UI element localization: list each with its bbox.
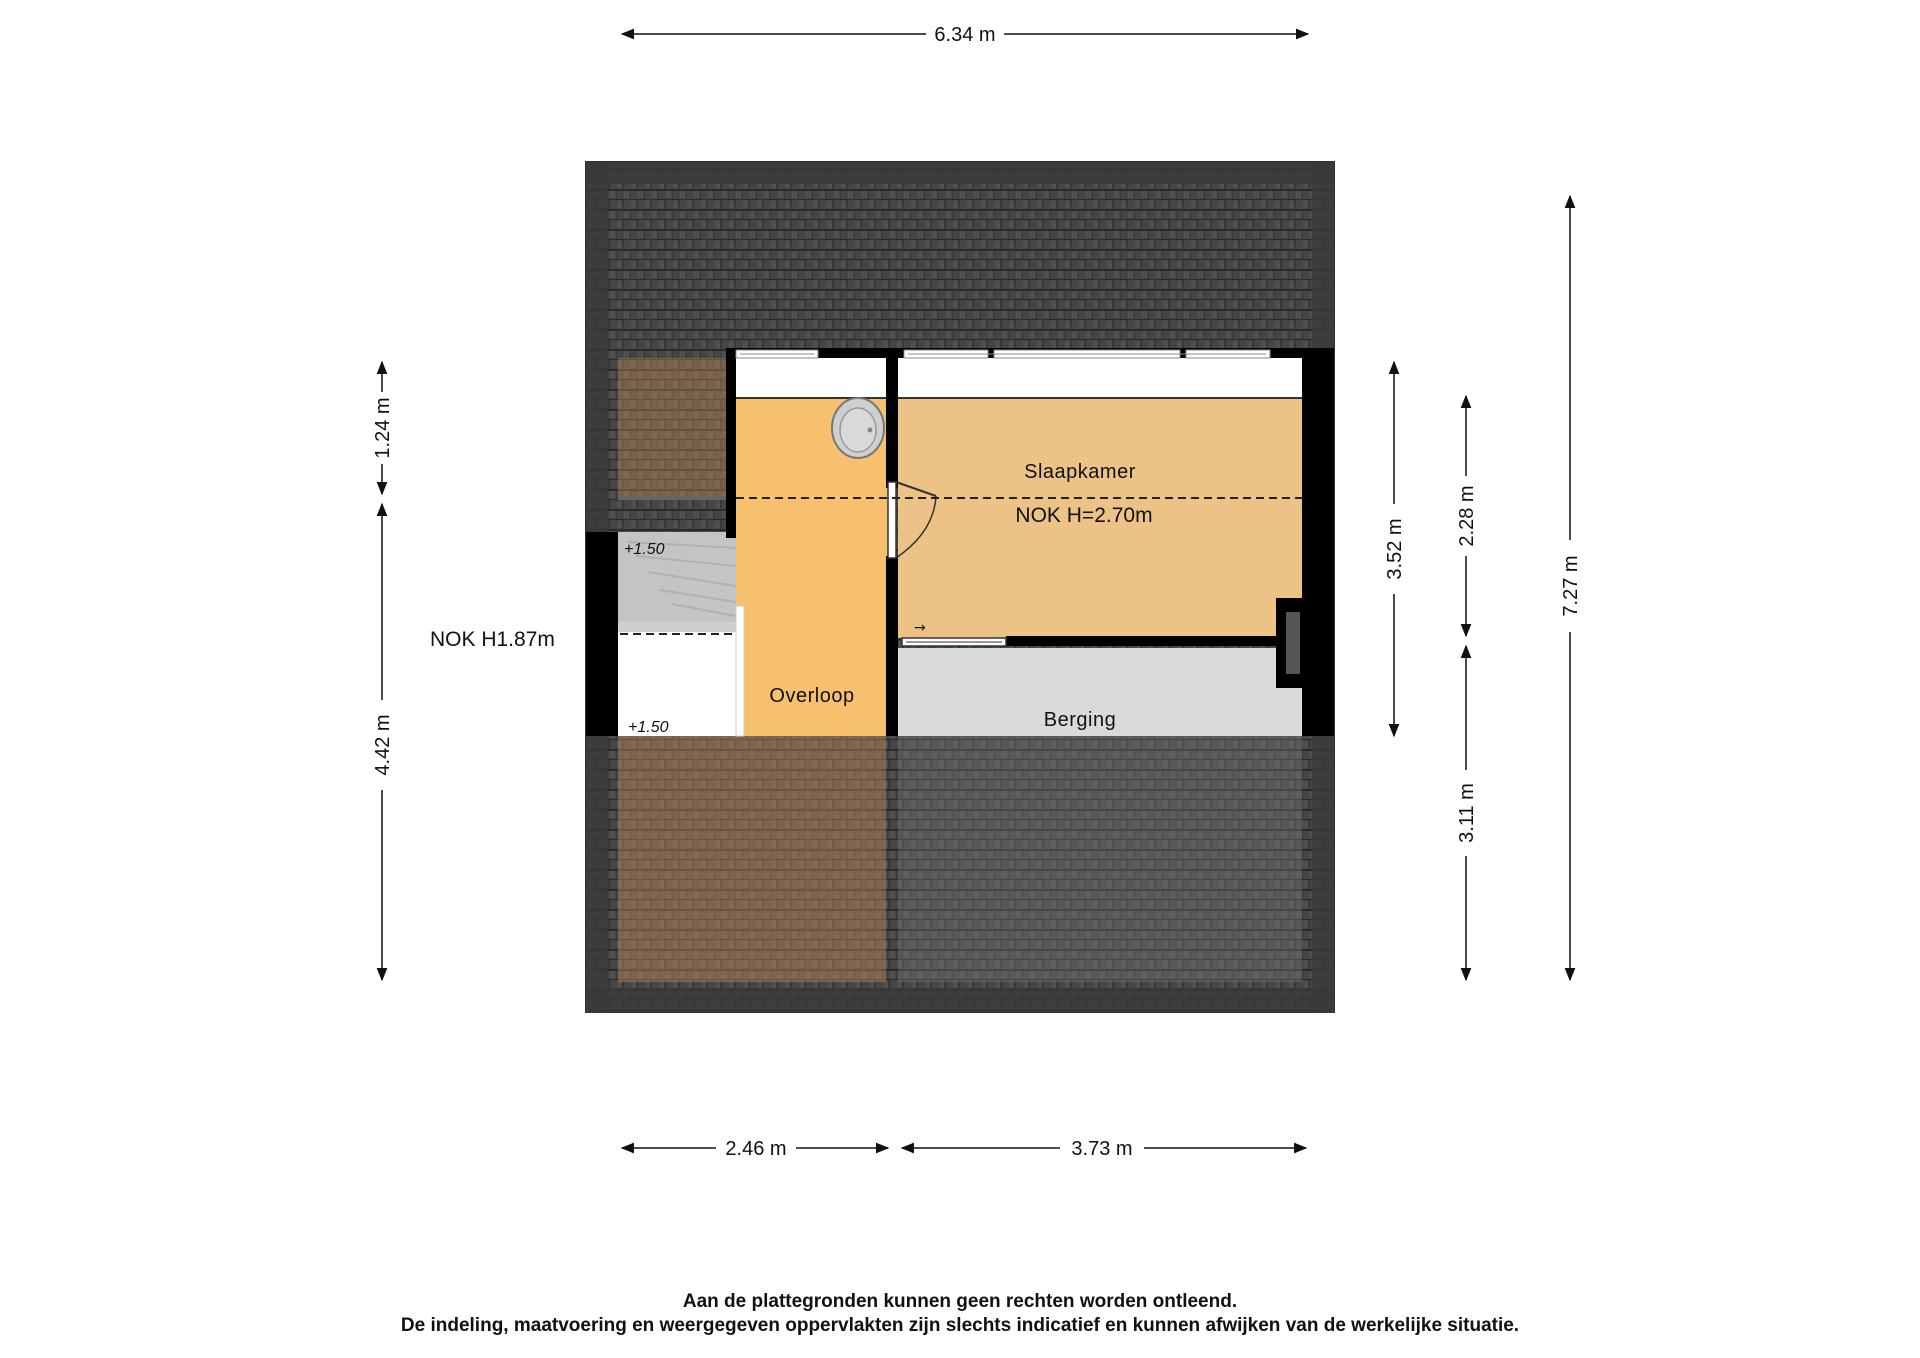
disclaimer-line-1: Aan de plattegronden kunnen geen rechten worden ontleend. (682, 1291, 1238, 1312)
room-label-overloop: Overloop (769, 685, 855, 707)
door-slide-arrow: → (914, 620, 926, 636)
roof-overlay-right-bottom (898, 736, 1302, 982)
dim-right-total (1560, 196, 1582, 980)
disclaimer (0, 1290, 1920, 1338)
berging-door (902, 638, 1006, 646)
svg-text:2.46 m: 2.46 m (725, 1138, 787, 1160)
dim-right-a (1384, 362, 1406, 736)
dim-right-b-upper (1456, 396, 1478, 636)
svg-text:6.34 m: 6.34 m (934, 24, 996, 46)
room-label-slaapkamer: Slaapkamer (1024, 461, 1136, 483)
room-label-berging: Berging (1043, 709, 1117, 731)
roof-overlay-left-bottom (618, 736, 886, 982)
dim-top-width (622, 24, 1308, 46)
stair-level-lower: +1.50 (628, 719, 669, 736)
dim-bottom-right (902, 1138, 1306, 1160)
nok-label-slaapkamer: NOK H=2.70m (1015, 504, 1153, 527)
dim-right-b-lower (1456, 646, 1478, 980)
roof-overlay-left-top (618, 358, 726, 496)
svg-text:4.42 m: 4.42 m (372, 714, 394, 776)
windows (736, 350, 1270, 358)
svg-text:1.24 m: 1.24 m (372, 397, 394, 459)
svg-text:7.27 m: 7.27 m (1560, 555, 1582, 617)
disclaimer-line-2: De indeling, maatvoering en weergegeven oppervlakten zijn slechts indicatief en kunnen afwijken van de werkelijke situatie. (400, 1315, 1520, 1336)
svg-text:3.11 m: 3.11 m (1456, 783, 1478, 843)
svg-text:2.28 m: 2.28 m (1456, 485, 1478, 547)
svg-text:3.52 m: 3.52 m (1384, 518, 1406, 580)
svg-text:3.73 m: 3.73 m (1071, 1138, 1133, 1160)
sink-icon (832, 398, 884, 458)
stair-level-upper: +1.50 (624, 541, 665, 558)
slaapkamer-white-strip (898, 358, 1302, 398)
dim-left-lower (372, 504, 394, 980)
nok-label-left: NOK H1.87m (430, 628, 555, 651)
dim-bottom-left (622, 1138, 888, 1160)
landing-white-strip (736, 358, 888, 398)
dim-left-upper (372, 362, 394, 494)
